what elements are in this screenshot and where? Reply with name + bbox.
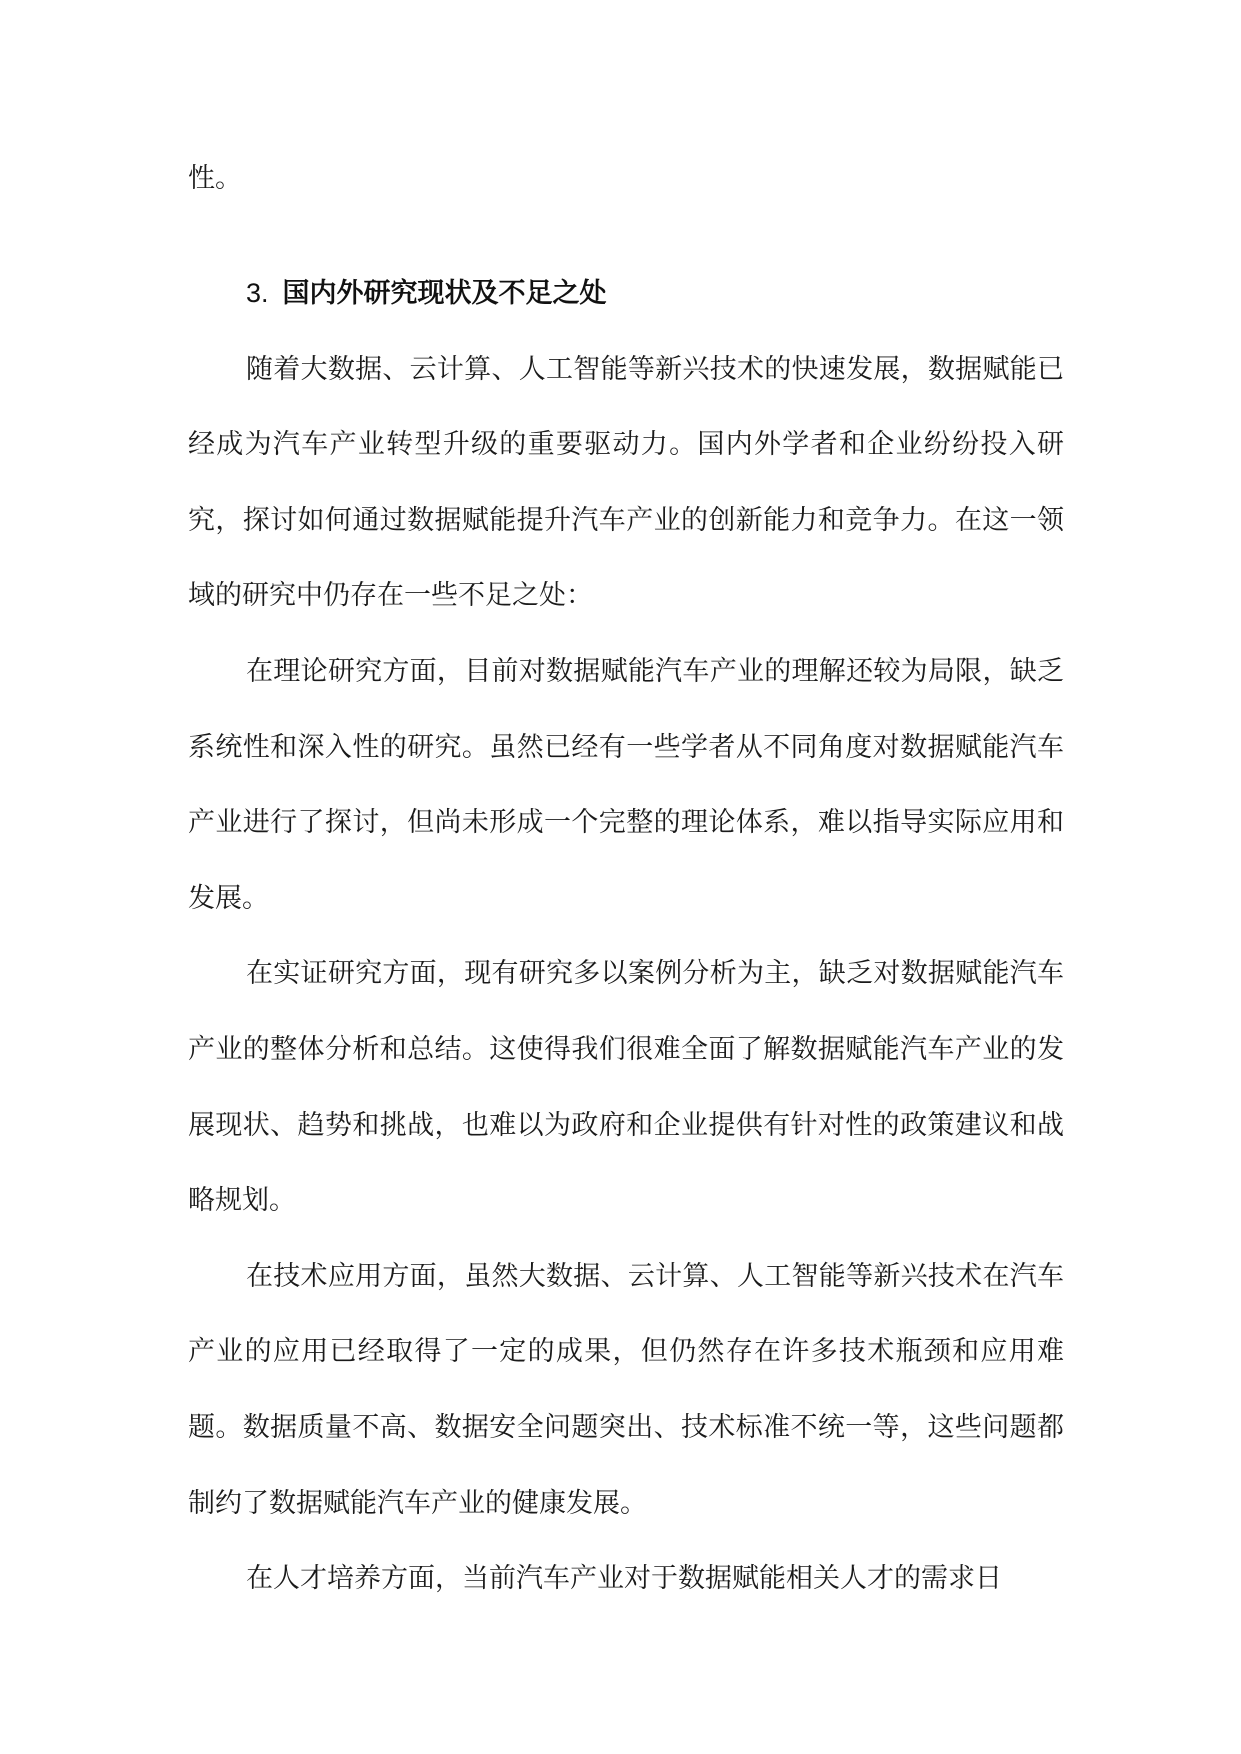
paragraph-theory: 在理论研究方面，目前对数据赋能汽车产业的理解还较为局限，缺乏系统性和深入性的研究。虽然已经有一些学者从不同角度对数据赋能汽车产业进行了探讨，但尚未形成一个完整的理论体系，难以指导实际应用和发展。 xyxy=(188,655,1064,914)
section-title: 国内外研究现状及不足之处 xyxy=(282,277,607,309)
section-number: 3. xyxy=(246,277,269,308)
section-heading xyxy=(188,255,1064,332)
paragraph-empirical: 在实证研究方面，现有研究多以案例分析为主，缺乏对数据赋能汽车产业的整体分析和总结。这使得我们很难全面了解数据赋能汽车产业的发展现状、趋势和挑战，也难以为政府和企业提供有针对性的政策建议和战略规划。 xyxy=(188,958,1064,1217)
paragraph-technology: 在技术应用方面，虽然大数据、云计算、人工智能等新兴技术在汽车产业的应用已经取得了一定的成果，但仍然存在许多技术瓶颈和应用难题。数据质量不高、数据安全问题突出、技术标准不统一等，这些问题都制约了数据赋能汽车产业的健康发展。 xyxy=(188,1260,1064,1519)
page-content xyxy=(188,141,1064,1617)
paragraph-talent: 在人才培养方面，当前汽车产业对于数据赋能相关人才的需求日 xyxy=(246,1563,1002,1595)
continued-paragraph: 性。 xyxy=(188,163,242,194)
paragraph-intro: 随着大数据、云计算、人工智能等新兴技术的快速发展，数据赋能已经成为汽车产业转型升级的重要驱动力。国内外学者和企业纷纷投入研究，探讨如何通过数据赋能提升汽车产业的创新能力和竞争力。在这一领域的研究中仍存在一些不足之处： xyxy=(188,353,1064,612)
